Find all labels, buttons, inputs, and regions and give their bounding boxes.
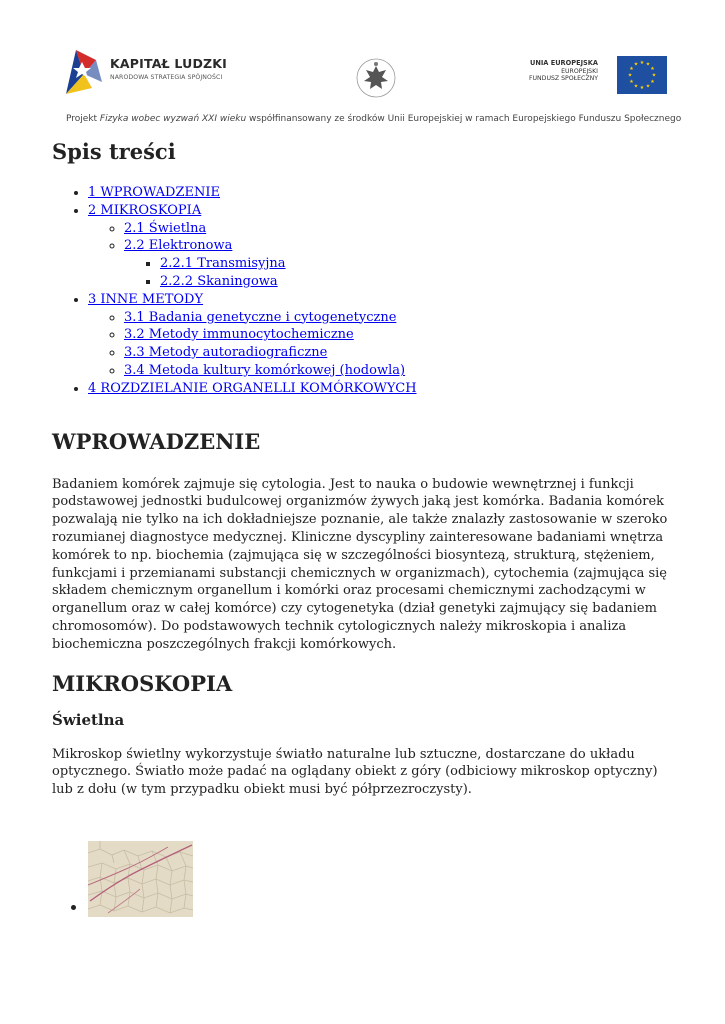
svg-text:★: ★ — [645, 61, 651, 68]
toc-item — [124, 362, 682, 380]
toc-link-hodowla[interactable]: 3.4 Metoda kultury komórkowej (hodowla) — [124, 362, 406, 378]
svg-text:★: ★ — [651, 72, 657, 79]
svg-text:★: ★ — [645, 83, 651, 90]
svg-text:★: ★ — [627, 72, 633, 79]
toc-item — [124, 344, 682, 362]
svg-text:★: ★ — [650, 79, 655, 85]
toc-link-swietlna[interactable]: 2.1 Świetlna — [124, 220, 207, 236]
eu-line-1: UNIA EUROPEJSKA — [529, 59, 598, 67]
subsection-heading-swietlna: Świetlna — [52, 710, 125, 729]
toc-item — [124, 237, 682, 290]
project-banner — [66, 114, 681, 124]
toc-title: Spis treści — [52, 139, 176, 164]
toc-link-inne-metody[interactable]: 3 INNE METODY — [88, 291, 204, 307]
svg-text:★: ★ — [650, 66, 655, 72]
svg-text:★: ★ — [629, 79, 634, 85]
university-eagle-seal-icon — [355, 54, 397, 104]
main-content — [52, 138, 682, 917]
eu-logo — [510, 56, 665, 96]
toc-item — [124, 220, 682, 238]
image-list — [52, 841, 682, 917]
page-header — [0, 0, 725, 135]
toc-item — [88, 291, 682, 380]
toc-item — [124, 326, 682, 344]
project-title: Fizyka wobec wyzwań XXI wieku — [99, 114, 247, 124]
eu-flag-icon — [617, 56, 667, 94]
toc-item — [160, 273, 682, 291]
toc-item — [160, 255, 682, 273]
toc-link-mikroskopia[interactable]: 2 MIKROSKOPIA — [88, 202, 202, 218]
toc-link-autoradiograficzne[interactable]: 3.3 Metody autoradiograficzne — [124, 345, 328, 361]
svg-text:★: ★ — [633, 83, 639, 90]
toc-link-genetyczne[interactable]: 3.1 Badania genetyczne i cytogenetyczne — [124, 309, 397, 325]
toc-item — [124, 309, 682, 327]
paragraph-wprowadzenie: Badaniem komórek zajmuje się cytologia. Jest to nauka o budowie wewnętrznej i funkcji podstawowej jednostki budulcowej organizmów żywych jaką jest komórka. Badania komórek pozwalają nie tylko na ich dokładniejsze poznanie, ale także znalazły zastosowanie w szeroko rozumianej diagnostyce medycznej. Kliniczne dyscypliny zainteresowane badaniami wnętrza komórek to np. biochemia (zajmująca się w szczególności biosyntezą, strukturą, stężeniem, funkcjami i przemianami substancji chemicznych w organizmach), cytochemia (zajmująca się składem chemicznym organellum i komórki oraz procesami chemicznymi zachodzącymi w organellum oraz w całej komórce) czy cytogenetyka (dział genetyki zajmujący się badaniem chromosomów). Do podstawowych technik cytologicznych należy mikroskopia i analiza biochemiczna poszczególnych frakcji komórkowych. — [52, 476, 668, 652]
svg-text:★: ★ — [639, 85, 645, 91]
kapital-ludzki-logo — [62, 48, 242, 98]
list-item — [88, 841, 682, 917]
paragraph-swietlna: Mikroskop świetlny wykorzystuje światło naturalne lub sztuczne, dostarczane do układu optycznego. Światło może padać na oglądany obiekt z góry (odbiciowy mikroskop optyczny) lub z dołu (w tym przypadku obiekt musi być półprzezroczysty). — [52, 746, 658, 798]
toc-link-organelle[interactable]: 4 ROZDZIELANIE ORGANELLI KOMÓRKOWYCH — [88, 380, 417, 396]
project-prefix: Projekt — [66, 114, 100, 124]
kapital-ludzki-emblem-icon — [62, 48, 108, 98]
toc-item — [88, 184, 682, 202]
toc-link-immunocytochemiczne[interactable]: 3.2 Metody immunocytochemiczne — [124, 327, 354, 343]
kapital-ludzki-title: KAPITAŁ LUDZKI — [110, 56, 228, 71]
table-of-contents — [52, 184, 682, 398]
toc-item — [88, 380, 682, 398]
microscope-cells-image[interactable] — [88, 841, 193, 917]
svg-text:★: ★ — [639, 60, 645, 66]
toc-item — [88, 202, 682, 291]
kapital-ludzki-subtitle: NARODOWA STRATEGIA SPÓJNOŚCI — [110, 74, 223, 81]
project-suffix: współfinansowany ze środków Unii Europejskiej w ramach Europejskiego Funduszu Społecznego — [246, 114, 682, 124]
eu-line-2: EUROPEJSKI — [561, 67, 598, 75]
toc-link-transmisyjna[interactable]: 2.2.1 Transmisyjna — [160, 256, 286, 272]
section-heading-mikroskopia: MIKROSKOPIA — [52, 670, 233, 696]
eu-line-3: FUNDUSZ SPOŁECZNY — [528, 75, 598, 83]
section-heading-wprowadzenie: WPROWADZENIE — [52, 428, 261, 454]
toc-link-elektronowa[interactable]: 2.2 Elektronowa — [124, 238, 233, 254]
toc-link-skaningowa[interactable]: 2.2.2 Skaningowa — [160, 273, 278, 289]
toc-link-wprowadzenie[interactable]: 1 WPROWADZENIE — [88, 185, 221, 200]
university-seal-logo — [355, 54, 397, 104]
svg-text:★: ★ — [633, 61, 639, 68]
svg-text:★: ★ — [629, 66, 634, 72]
